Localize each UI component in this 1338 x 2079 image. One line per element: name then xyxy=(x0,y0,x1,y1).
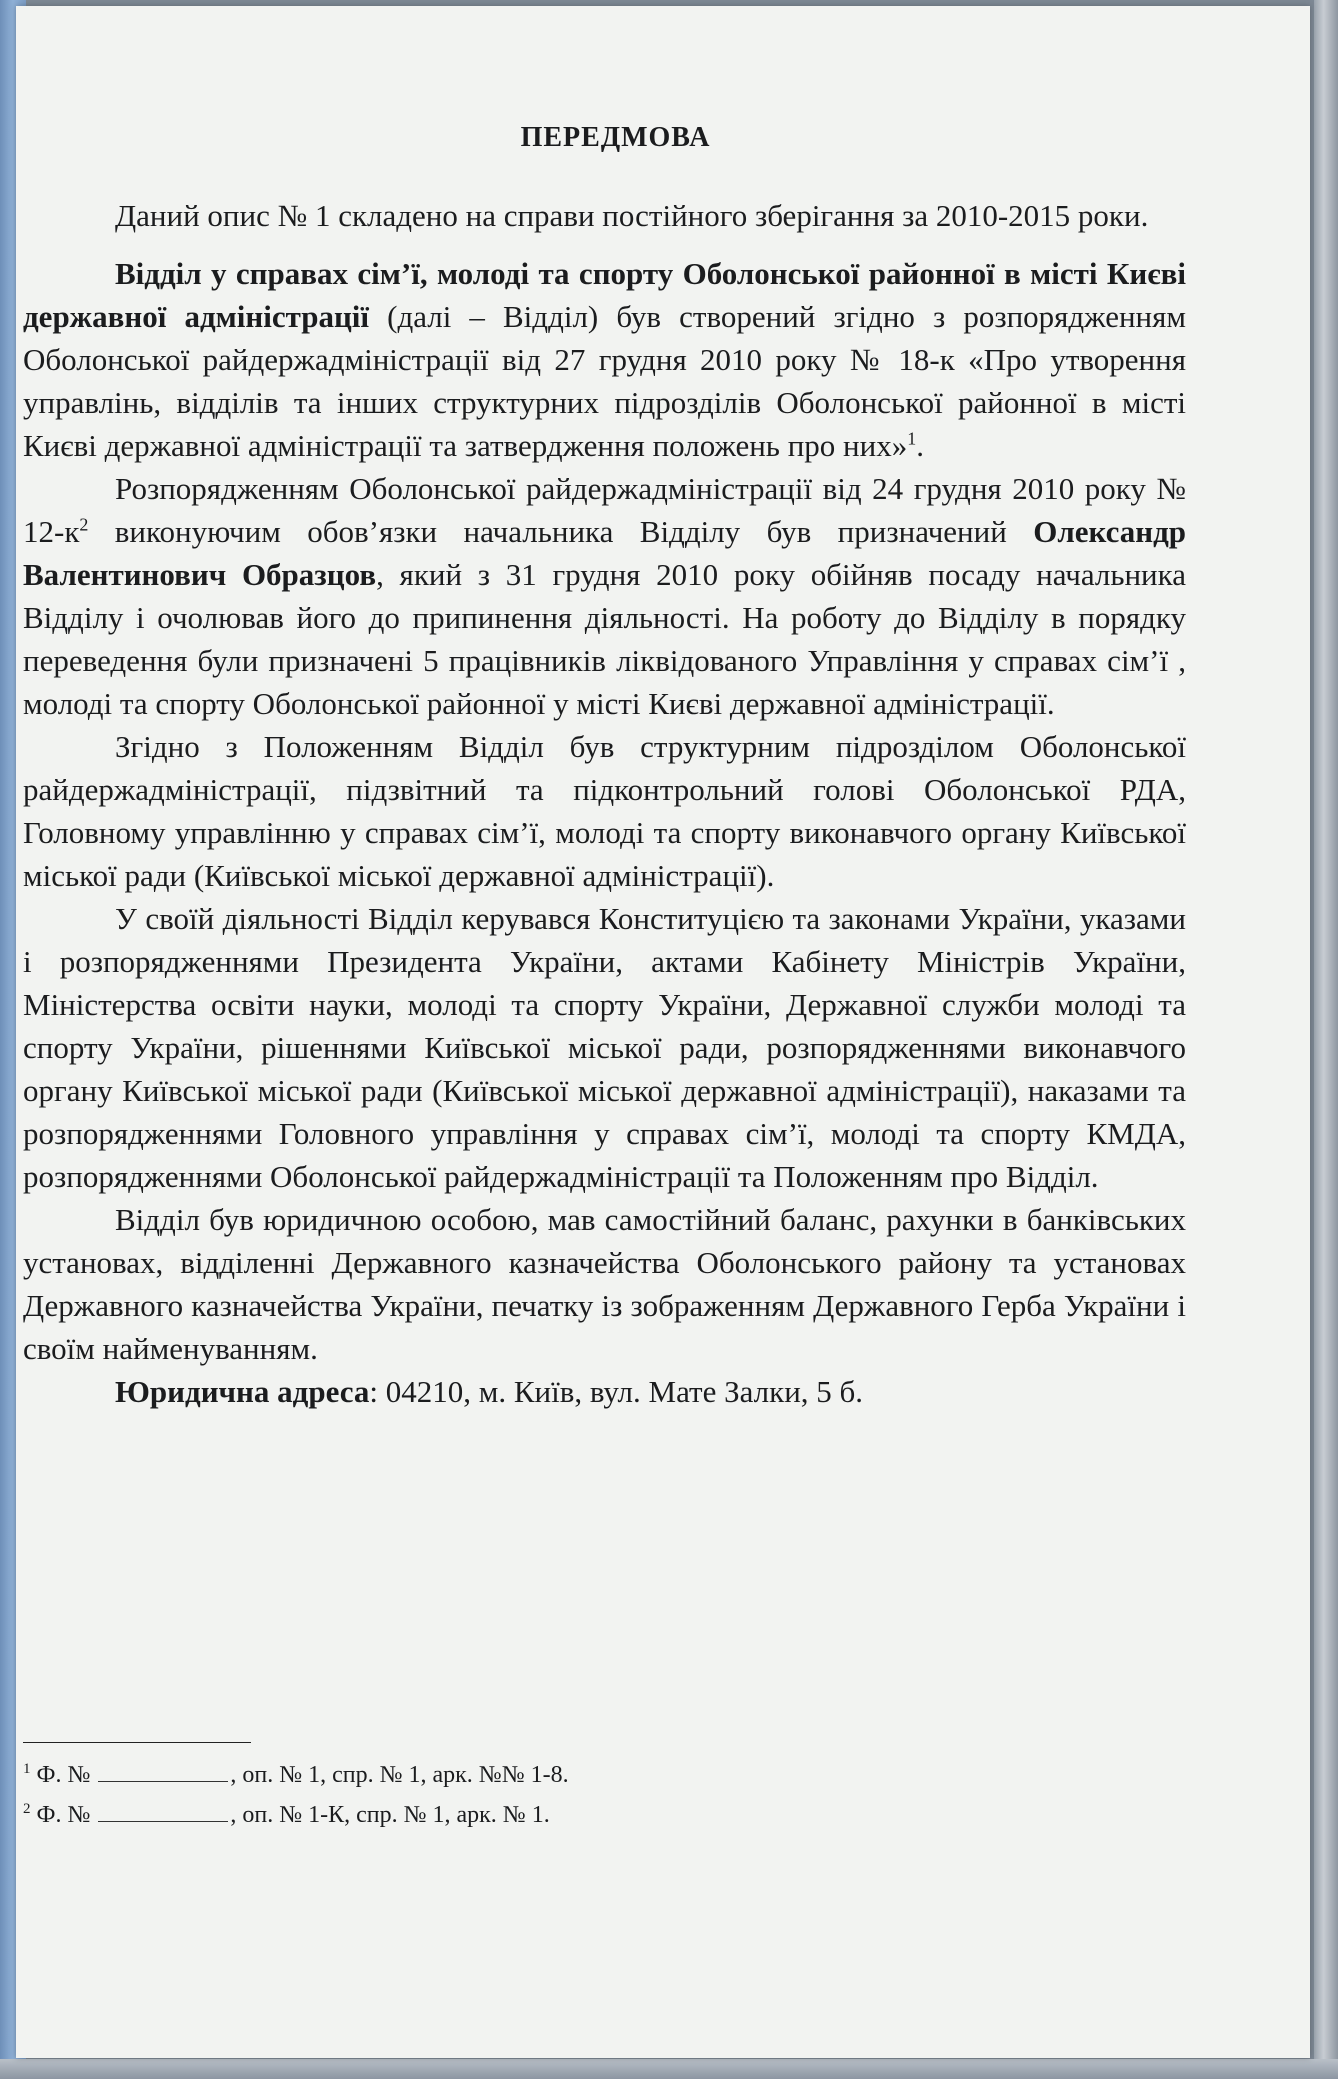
footnote-blank xyxy=(98,1801,228,1822)
footnote-prefix: Ф. № xyxy=(36,1762,91,1788)
footnote-ref-1[interactable]: 1 xyxy=(907,428,917,449)
paragraph-2 xyxy=(23,252,1186,467)
head-name: Олександр Валентинович Образцов xyxy=(23,514,1186,592)
footnote-suffix: , оп. № 1-К, спр. № 1, арк. № 1. xyxy=(230,1802,550,1828)
footnote-2 xyxy=(23,1795,923,1835)
page-edge xyxy=(1314,0,1338,2079)
paragraph-1: Даний опис № 1 складено на справи постійного зберігання за 2010-2015 роки. xyxy=(115,198,1149,233)
paragraph-2-text: (далі – Відділ) був створений згідно з розпорядженням Оболонської райдержадміністрації від 27 грудня 2010 року № 18-к «Про утворення управлінь, відділів та інших структурних підрозділів Оболонської районної в місті Києві державної адміністрації та затвердження положень про них» xyxy=(23,299,1187,463)
footnote-number: 1 xyxy=(23,1761,31,1777)
document-title: ПЕРЕДМОВА xyxy=(520,122,711,153)
footnote-1 xyxy=(23,1755,923,1795)
paragraph-6: Відділ був юридичною особою, мав самостійний баланс, рахунки в банківських установах, відділенні Державного казначейства Оболонського району та установах Державного казначейства України, печатку із зображенням Державного Герба України і своїм найменуванням. xyxy=(23,1202,1186,1366)
department-name: Відділ у справах сім’ї, молоді та спорту Оболонської районної в місті Києві державної адміністрації xyxy=(23,256,1186,334)
address-label: Юридична адреса xyxy=(115,1374,370,1409)
paragraph-2-end: . xyxy=(916,428,924,463)
paragraph-3-text-2: виконуючим обов’язки начальника Відділу був призначений xyxy=(88,514,1034,549)
footnote-ref-2[interactable]: 2 xyxy=(79,514,89,535)
paragraph-3 xyxy=(23,467,1186,725)
footnotes xyxy=(23,1742,923,1835)
paragraph-gap xyxy=(23,237,1186,252)
document-body xyxy=(23,116,1186,1413)
footnote-number: 2 xyxy=(23,1801,31,1817)
paragraph-4: Згідно з Положенням Відділ був структурним підрозділом Оболонської райдержадміністрації, підзвітний та підконтрольний голові Оболонської РДА, Головному управлінню у справах сім’ї, молоді та спорту виконавчого органу Київської міської ради (Київської міської державної адміністрації). xyxy=(23,729,1186,893)
document-page xyxy=(16,6,1310,2058)
paragraph-7 xyxy=(23,1370,1186,1413)
footnote-prefix: Ф. № xyxy=(36,1802,91,1828)
paragraph-5: У своїй діяльності Відділ керувався Конституцією та законами України, указами і розпорядженнями Президента України, актами Кабінету Міністрів України, Міністерства освіти науки, молоді та спорту України, Державної служби молоді та спорту України, рішеннями Київської міської ради, розпорядженнями виконавчого органу Київської міської ради (Київської міської державної адміністрації), наказами та розпорядженнями Головного управління у справах сім’ї, молоді та спорту КМДА, розпорядженнями Оболонської райдержадміністрації та Положенням про Відділ. xyxy=(23,901,1186,1194)
paragraph-3-text-3: , який з 31 грудня 2010 року обійняв посаду начальника Відділу і очолював його до припинення діяльності. На роботу до Відділу в порядку переведення були призначені 5 працівників ліквідованого Управління у справах сім’ї , молоді та спорту Оболонської районної у місті Києві державної адміністрації. xyxy=(23,557,1187,721)
footnote-blank xyxy=(98,1761,228,1782)
footnote-rule xyxy=(23,1742,251,1743)
paragraph-3-text-1: Розпорядженням Оболонської райдержадміністрації від 24 грудня 2010 року № 12-к xyxy=(23,471,1186,549)
address-text: : 04210, м. Київ, вул. Мате Залки, 5 б. xyxy=(369,1374,864,1409)
bottom-edge xyxy=(0,2059,1338,2079)
footnote-suffix: , оп. № 1, спр. № 1, арк. №№ 1-8. xyxy=(230,1762,569,1788)
